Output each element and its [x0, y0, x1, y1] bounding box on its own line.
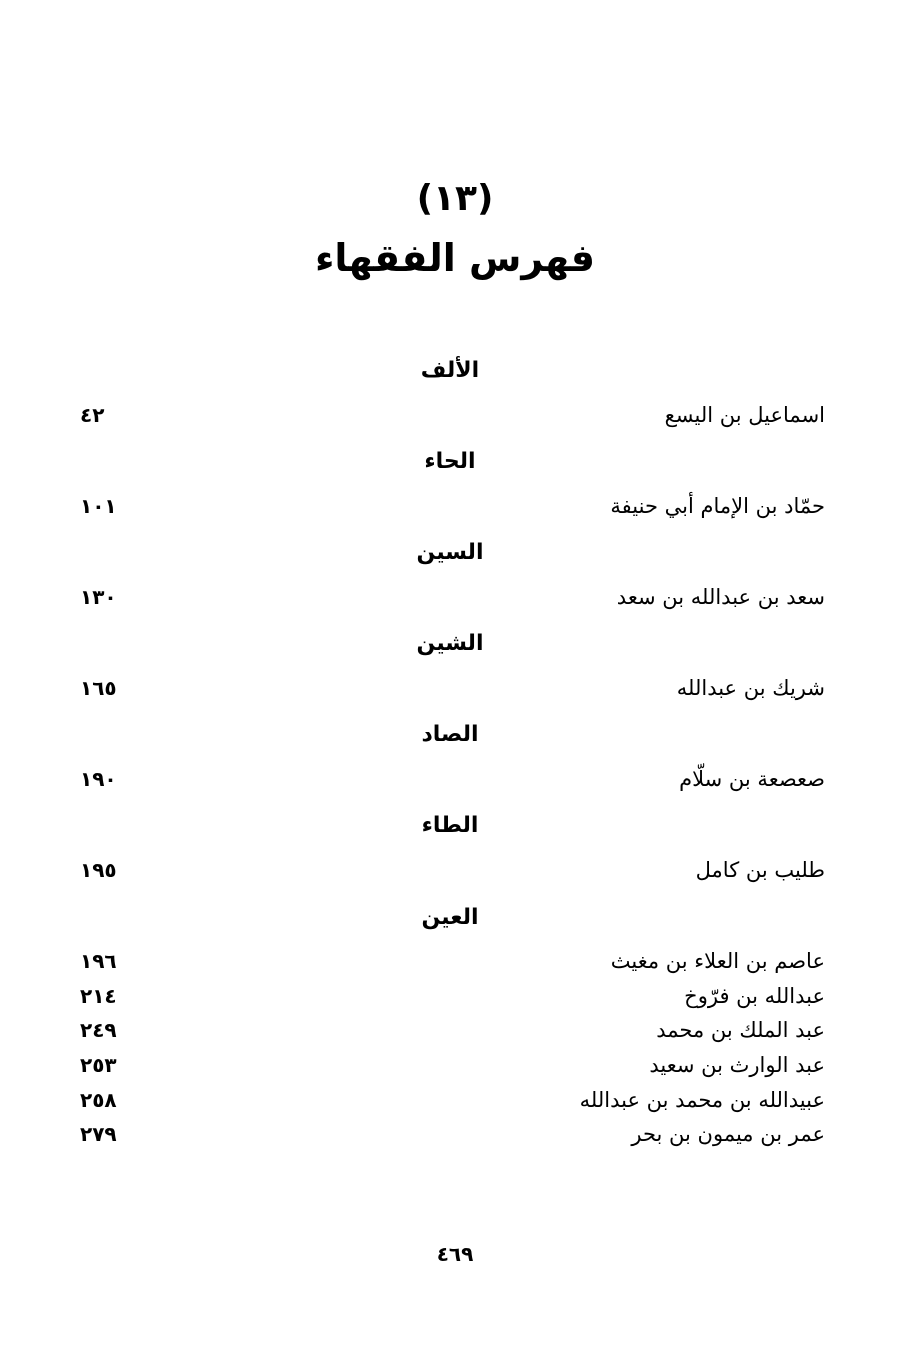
entry-name: عمر بن ميمون بن بحر [631, 1122, 825, 1146]
entry-name: شريك بن عبدالله [676, 676, 825, 700]
letter-heading-shin: الشين [416, 631, 484, 656]
entry-name: عبيدالله بن محمد بن عبدالله [579, 1088, 825, 1112]
section-number: (١٣) [416, 178, 494, 219]
entry-name: حمّاد بن الإمام أبي حنيفة [610, 494, 825, 518]
entry-page-number: ١٠١ [80, 494, 117, 518]
entry-name: عبد الوارث بن سعيد [649, 1053, 825, 1077]
entry-page-number: ٢٥٨ [80, 1088, 117, 1112]
page-number: ٤٦٩ [436, 1242, 474, 1266]
index-entry [80, 858, 825, 890]
letter-heading-sin: السين [416, 540, 484, 565]
entry-name: عاصم بن العلاء بن مغيث [610, 949, 825, 973]
entry-page-number: ١٦٥ [80, 676, 117, 700]
letter-heading-ta: الطاء [421, 813, 479, 838]
entry-page-number: ١٣٠ [80, 585, 117, 609]
entry-page-number: ٢٧٩ [80, 1122, 117, 1146]
letter-heading-ain: العين [421, 905, 479, 930]
entry-page-number: ١٩٠ [80, 767, 117, 791]
index-entry [80, 585, 825, 617]
entry-page-number: ٢٥٣ [80, 1053, 117, 1077]
letter-heading-ha: الحاء [424, 449, 476, 474]
index-entry [80, 676, 825, 708]
index-entry [80, 767, 825, 799]
entry-page-number: ٢٤٩ [80, 1018, 117, 1042]
index-entry [80, 984, 825, 1016]
entry-name: سعد بن عبدالله بن سعد [616, 585, 825, 609]
index-entry [80, 949, 825, 981]
letter-heading-sad: الصاد [421, 722, 479, 747]
entry-page-number: ٢١٤ [80, 984, 117, 1008]
index-entry [80, 1018, 825, 1050]
page-title: فهرس الفقهاء [314, 236, 596, 280]
index-entry [80, 403, 825, 435]
index-entry [80, 1122, 825, 1154]
entry-name: عبدالله بن فرّوخ [684, 984, 825, 1008]
entry-name: طليب بن كامل [695, 858, 825, 882]
index-entry [80, 1053, 825, 1085]
entry-page-number: ١٩٥ [80, 858, 117, 882]
index-entry [80, 494, 825, 526]
index-entry [80, 1088, 825, 1120]
entry-name: صعصعة بن سلّام [679, 767, 825, 791]
entry-name: عبد الملك بن محمد [656, 1018, 825, 1042]
letter-heading-alif: الألف [420, 358, 480, 383]
entry-page-number: ٤٢ [80, 403, 105, 427]
entry-page-number: ١٩٦ [80, 949, 117, 973]
entry-name: اسماعيل بن اليسع [664, 403, 825, 427]
